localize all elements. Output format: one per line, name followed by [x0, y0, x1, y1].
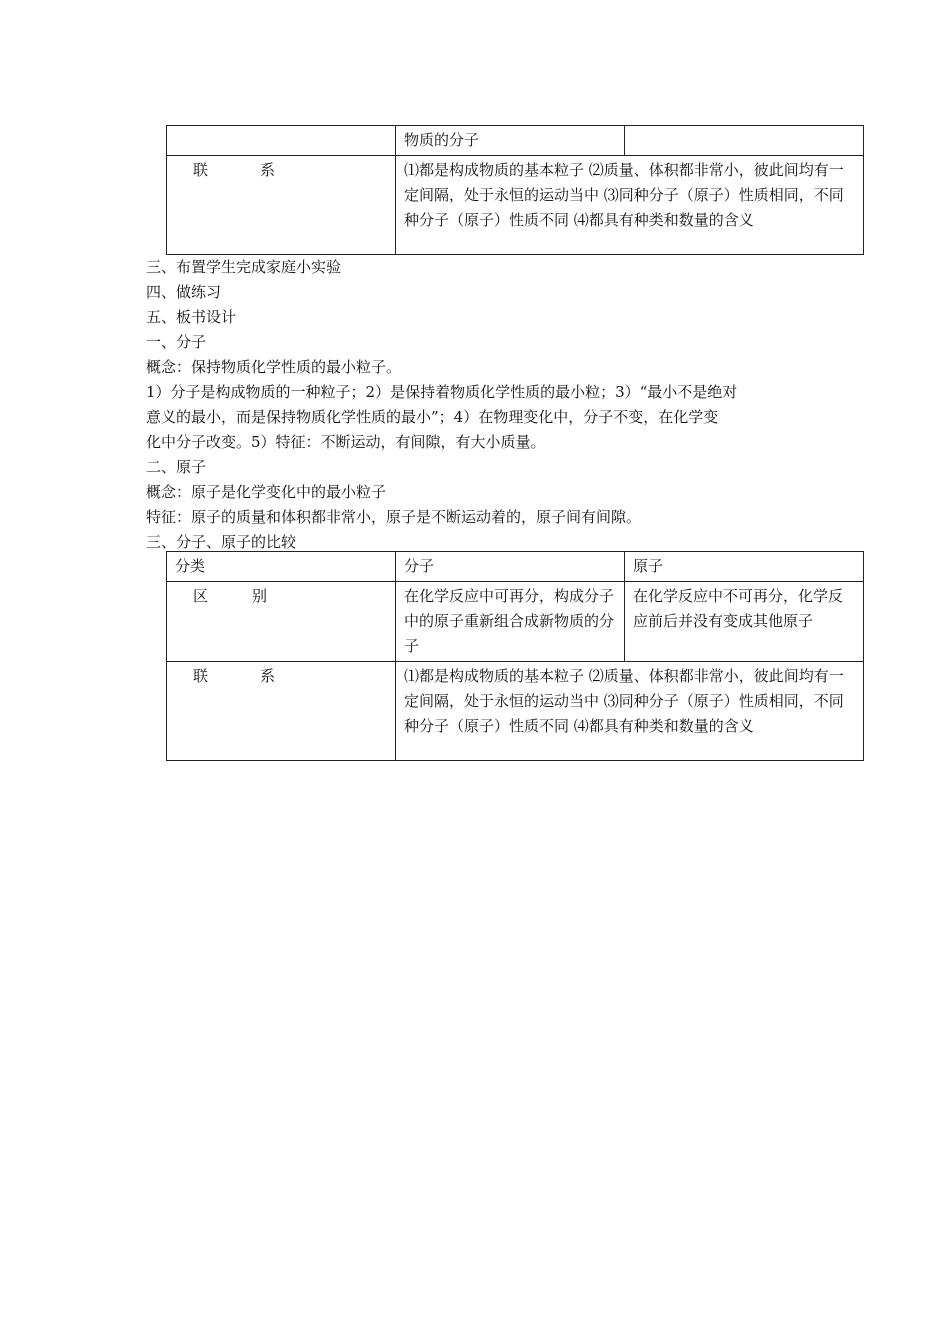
- row-label-char: 联: [193, 161, 209, 179]
- text-line: 特征：原子的质量和体积都非常小，原子是不断运动着的，原子间有间隙。: [146, 508, 642, 526]
- comparison-table: [166, 551, 864, 761]
- row-label-char: 区: [193, 587, 209, 605]
- table-cell-empty: [167, 126, 396, 156]
- text-line: 概念：保持物质化学性质的最小粒子。: [146, 358, 402, 376]
- table-header-row: [167, 552, 864, 582]
- text-line: 三、分子、原子的比较: [146, 533, 297, 551]
- text-line: 四、做练习: [146, 283, 222, 301]
- table-header-cell: 分类: [167, 552, 396, 582]
- table-header-cell: 原子: [625, 552, 864, 582]
- table-row: [167, 582, 864, 662]
- table-cell-atom: 在化学反应中不可再分，化学反应前后并没有变成其他原子: [625, 582, 864, 662]
- table-row: [167, 662, 864, 761]
- table-cell-connection-text: ⑴都是构成物质的基本粒子 ⑵质量、体积都非常小，彼此间均有一定间隔，处于永恒的运动当中 ⑶同种分子（原子）性质相同，不同种分子（原子）性质不同 ⑷都具有种类和数量的含义: [396, 156, 864, 255]
- table-header-cell: 分子: [396, 552, 625, 582]
- text-line: 五、板书设计: [146, 308, 237, 326]
- table-cell-connection-text: ⑴都是构成物质的基本粒子 ⑵质量、体积都非常小，彼此间均有一定间隔，处于永恒的运动当中 ⑶同种分子（原子）性质相同，不同种分子（原子）性质不同 ⑷都具有种类和数量的含义: [396, 662, 864, 761]
- table-row: [167, 156, 864, 255]
- text-line: 一、分子: [146, 333, 207, 351]
- table-cell-molecule: 在化学反应中可再分，构成分子中的原子重新组合成新物质的分子: [396, 582, 625, 662]
- table-row: [167, 126, 864, 156]
- row-label-char: 联: [193, 667, 209, 685]
- row-label-connection: [167, 156, 396, 255]
- text-line: 意义的最小，而是保持物质化学性质的最小”；4）在物理变化中，分子不变，在化学变: [146, 408, 719, 426]
- text-line: 化中分子改变。5）特征：不断运动，有间隙，有大小质量。: [146, 433, 546, 451]
- text-line: 三、布置学生完成家庭小实验: [146, 258, 342, 276]
- text-line: 二、原子: [146, 458, 207, 476]
- row-label-char: 别: [252, 587, 268, 605]
- table-cell: 物质的分子: [396, 126, 625, 156]
- row-label-char: 系: [260, 161, 276, 179]
- table-cell: [625, 126, 864, 156]
- comparison-table-continued: [166, 125, 864, 255]
- text-line: 概念：原子是化学变化中的最小粒子: [146, 483, 387, 501]
- row-label-connection: [167, 662, 396, 761]
- row-label-difference: [167, 582, 396, 662]
- text-line: 1）分子是构成物质的一种粒子；2）是保持着物质化学性质的最小粒；3）“最小不是绝对: [146, 383, 738, 401]
- row-label-char: 系: [260, 667, 276, 685]
